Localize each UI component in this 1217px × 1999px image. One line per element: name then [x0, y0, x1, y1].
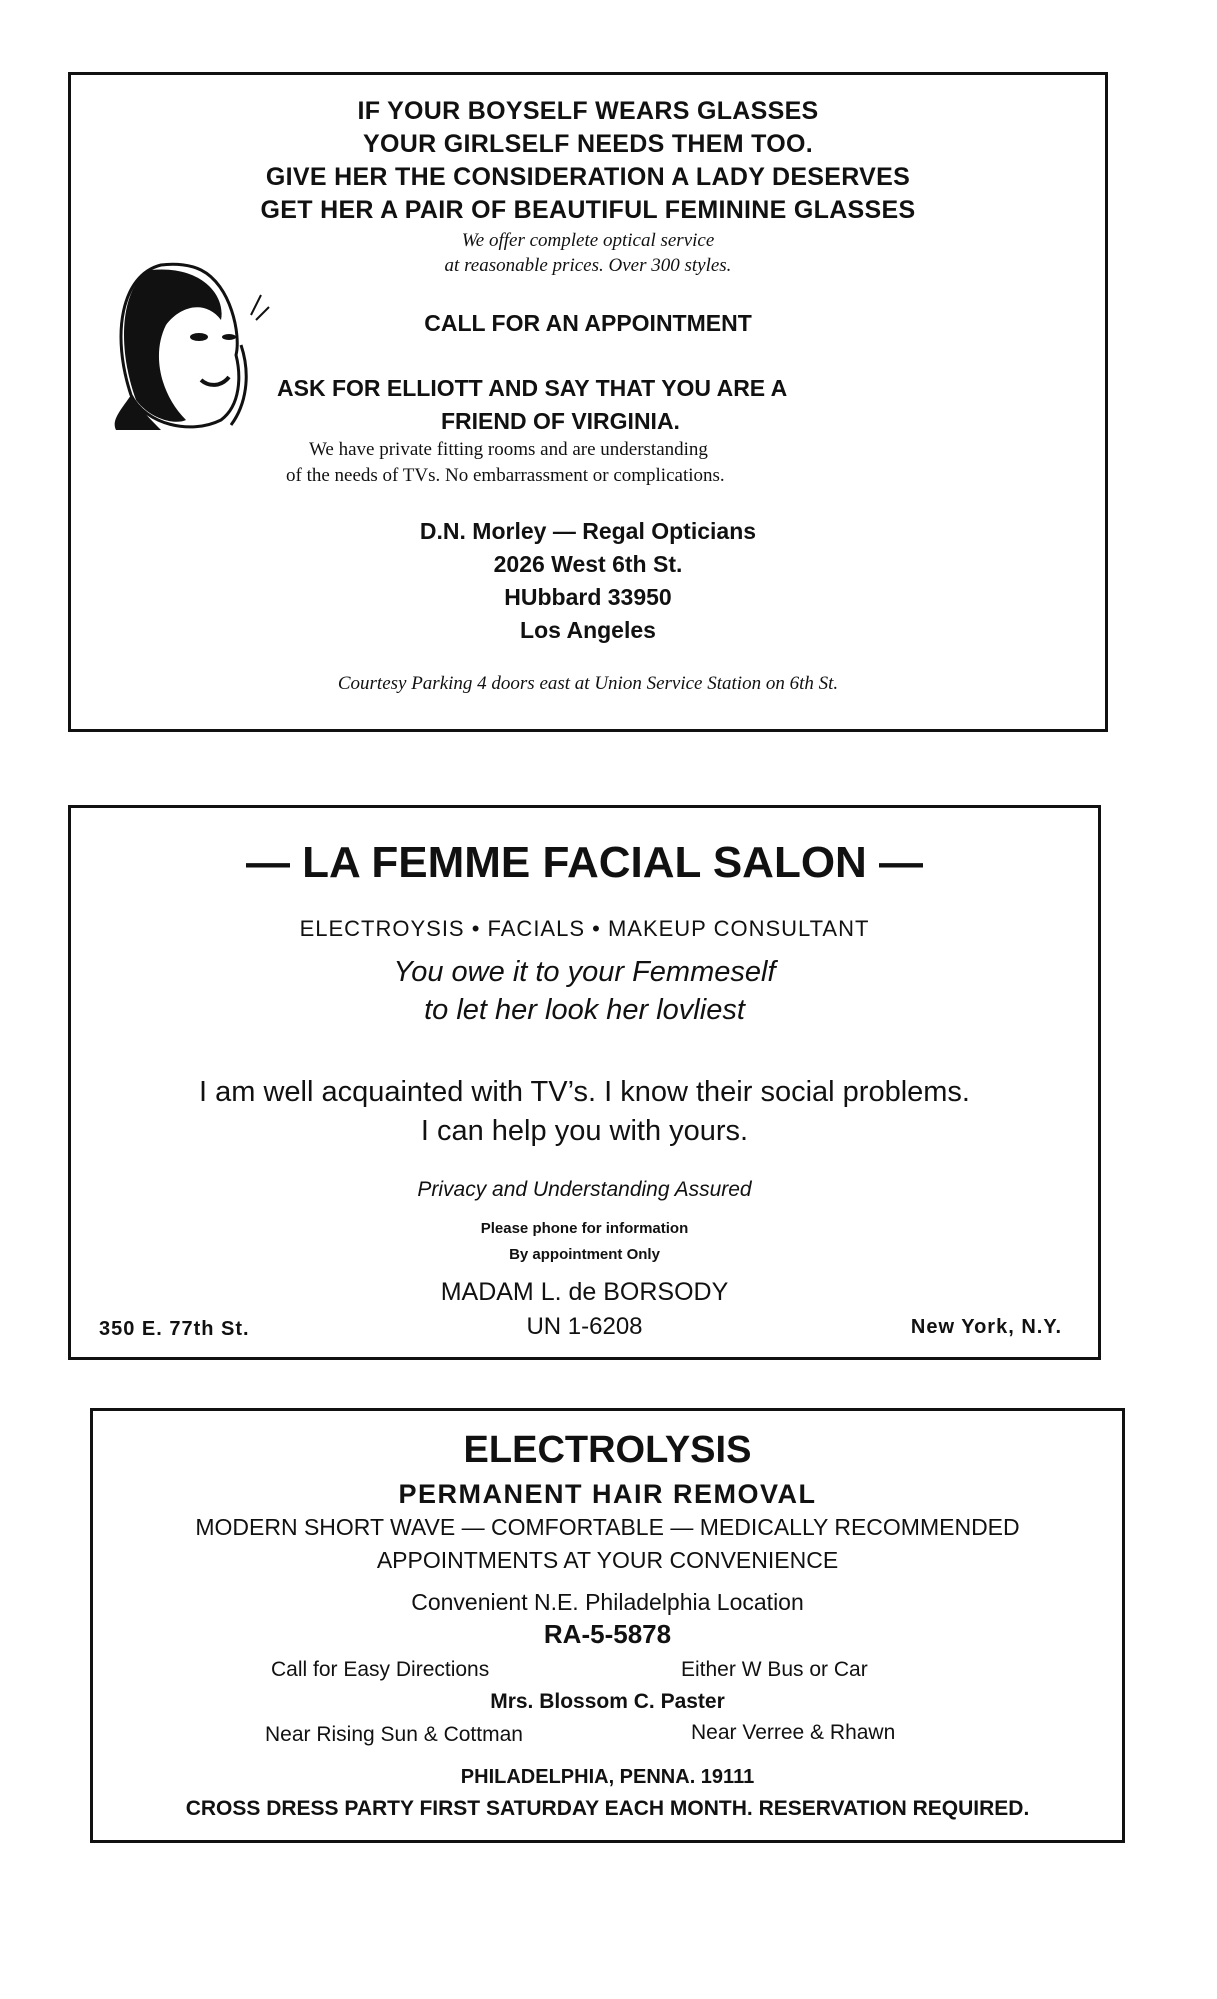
headline-line-4: GET HER A PAIR OF BEAUTIFUL FEMININE GLASSES [260, 196, 916, 224]
city-line: PHILADELPHIA, PENNA. 19111 [460, 1766, 755, 1788]
ask-line-1: ASK FOR ELLIOTT AND SAY THAT YOU ARE A [277, 375, 788, 401]
optician-ad [68, 72, 1108, 732]
phone-info-line-2: By appointment Only [509, 1246, 660, 1263]
ad-subtitle: PERMANENT HAIR REMOVAL [398, 1479, 817, 1509]
street-address: 350 E. 77th St. [99, 1318, 250, 1340]
phone-info-line-1: Please phone for information [480, 1220, 689, 1237]
phone-number: RA-5-5878 [543, 1619, 672, 1649]
tagline-line-2: to let her look her lovliest [424, 994, 745, 1026]
offer-line-1: We offer complete optical service [461, 230, 715, 251]
headline-line-2: YOUR GIRLSELF NEEDS THEM TOO. [363, 130, 813, 158]
electrolysis-ad [90, 1408, 1125, 1843]
proprietor-name: Mrs. Blossom C. Paster [490, 1690, 725, 1713]
phone-number: UN 1-6208 [526, 1313, 643, 1340]
salon-title: — LA FEMME FACIAL SALON — [245, 838, 924, 887]
business-name: D.N. Morley — Regal Opticians [419, 518, 757, 544]
directions-left: Call for Easy Directions [271, 1658, 490, 1681]
headline-line-3: GIVE HER THE CONSIDERATION A LADY DESERVES [265, 163, 911, 191]
appointments-line: APPOINTMENTS AT YOUR CONVENIENCE [376, 1547, 839, 1573]
phone-number: HUbbard 33950 [504, 584, 672, 610]
call-for-appointment: CALL FOR AN APPOINTMENT [424, 310, 752, 336]
services-list: ELECTROYSIS • FACIALS • MAKEUP CONSULTANT [299, 916, 870, 941]
body-line-1: I am well acquainted with TV’s. I know their social problems. [199, 1076, 970, 1108]
features-line: MODERN SHORT WAVE — COMFORTABLE — MEDICALLY RECOMMENDED [195, 1514, 1020, 1540]
party-note: CROSS DRESS PARTY FIRST SATURDAY EACH MONTH. RESERVATION REQUIRED. [185, 1797, 1030, 1820]
headline-line-1: IF YOUR BOYSELF WEARS GLASSES [357, 97, 819, 125]
proprietor-name: MADAM L. de BORSODY [440, 1278, 729, 1306]
offer-line-2: at reasonable prices. Over 300 styles. [444, 255, 732, 276]
parking-note: Courtesy Parking 4 doors east at Union Service Station on 6th St. [337, 673, 839, 694]
ask-line-2: FRIEND OF VIRGINIA. [441, 408, 680, 434]
directions-right: Either W Bus or Car [681, 1658, 868, 1681]
privacy-note: Privacy and Understanding Assured [417, 1178, 752, 1201]
private-line-2: of the needs of TVs. No embarrassment or complications. [286, 465, 725, 486]
street-address: 2026 West 6th St. [493, 551, 683, 577]
body-line-2: I can help you with yours. [420, 1115, 749, 1147]
private-line-1: We have private fitting rooms and are understanding [309, 439, 708, 460]
city: Los Angeles [520, 617, 656, 643]
near-right: Near Verree & Rhawn [691, 1721, 896, 1744]
ad-title: ELECTROLYSIS [463, 1429, 752, 1471]
location-line: Convenient N.E. Philadelphia Location [411, 1589, 804, 1615]
near-left: Near Rising Sun & Cottman [265, 1723, 523, 1746]
tagline-line-1: You owe it to your Femmeself [393, 956, 776, 988]
city: New York, N.Y. [910, 1316, 1062, 1338]
facial-salon-ad [68, 805, 1101, 1360]
